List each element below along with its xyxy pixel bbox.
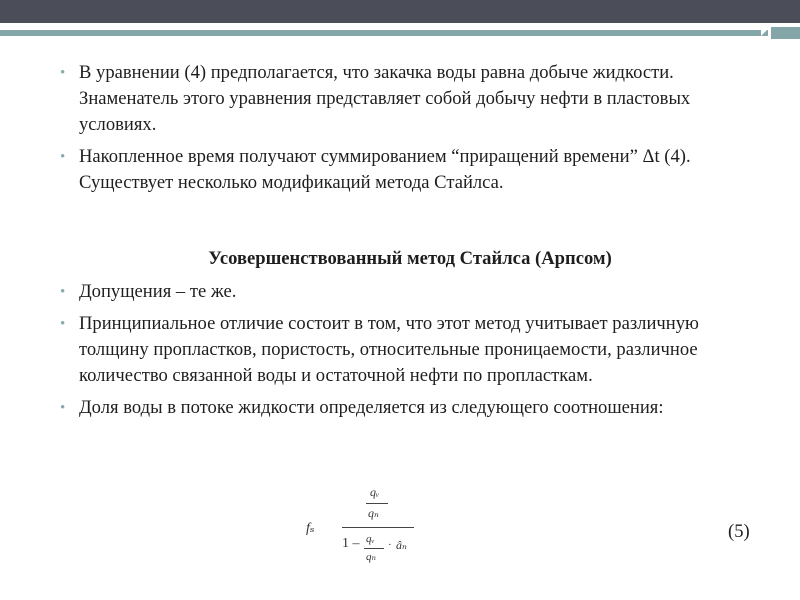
bullet-icon: •: [60, 65, 66, 81]
bullet-icon: •: [60, 400, 66, 416]
slide-content: [60, 60, 760, 427]
formula-fraction-bar: [364, 548, 384, 549]
bullet-item: [60, 60, 760, 138]
formula-times: ·: [388, 539, 392, 551]
section-heading: Усовершенствованный метод Стайлса (Арпсом): [208, 248, 612, 269]
water-cut-formula: [300, 482, 440, 582]
bullet-icon: •: [60, 284, 66, 300]
title-bar-background: [0, 0, 800, 23]
bullet-item: [60, 311, 760, 389]
formula-bottom-numerator: qᵥ: [366, 533, 375, 545]
bullet-text: Принципиальное отличие состоит в том, что этот метод учитывает различную толщину пропластков, пористость, относительные проницаемости, различное количество связанной воды и остаточной нефти по пропласткам.: [79, 313, 699, 386]
formula-bottom-denominator: qₙ: [366, 551, 376, 563]
bullet-icon: •: [60, 316, 66, 332]
formula-fraction-bar: [366, 503, 388, 504]
bullet-text: В уравнении (4) предполагается, что закачка воды равна добыче жидкости. Знаменатель этого уравнения представляет собой добычу нефти в пластовых условиях.: [79, 62, 691, 135]
formula-lhs: fₛ: [306, 521, 315, 536]
spacer: [60, 202, 760, 246]
formula-top-numerator: qᵥ: [370, 485, 380, 499]
bullet-text: Допущения – те же.: [79, 281, 237, 302]
corner-accent-block: [771, 27, 800, 39]
bullet-item: [60, 279, 760, 305]
bullet-text: Доля воды в потоке жидкости определяется из следующего соотношения:: [79, 397, 664, 418]
play-arrow-icon: [761, 24, 767, 36]
bullet-text: Накопленное время получают суммированием “приращений времени” Δt (4). Существует несколько модификаций метода Стайлса.: [79, 146, 691, 193]
bullet-item: [60, 395, 760, 421]
formula-top-denominator: qₙ: [368, 506, 379, 520]
accent-rule: [0, 30, 768, 36]
bullet-icon: •: [60, 149, 66, 165]
formula-bottom-right: âₙ: [396, 538, 407, 552]
equation-number: (5): [728, 521, 750, 542]
bullet-item: [60, 144, 760, 196]
formula-one-minus: 1 –: [342, 536, 360, 551]
formula-main-fraction-bar: [342, 527, 414, 528]
